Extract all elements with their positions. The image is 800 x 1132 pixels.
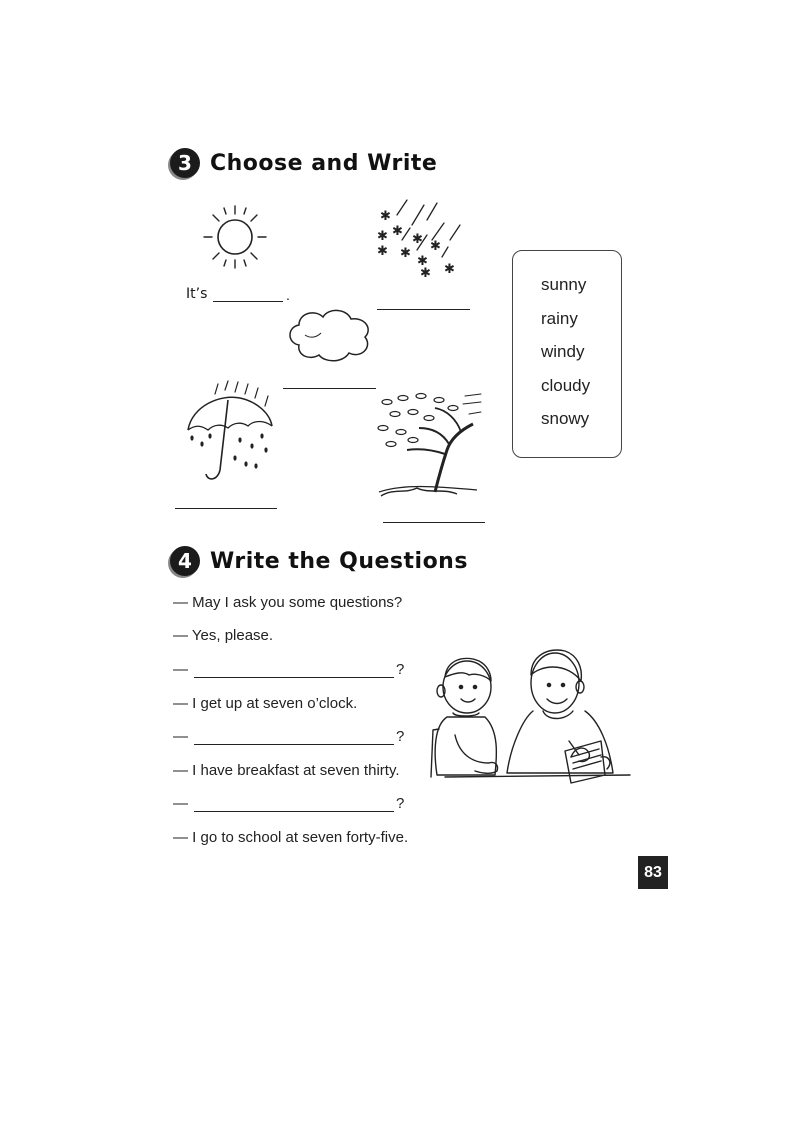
section-number-badge: 4 xyxy=(170,546,200,576)
word-bank-item: windy xyxy=(541,342,585,361)
dialogue-line: — Yes, please. xyxy=(173,627,274,644)
svg-text:✱: ✱ xyxy=(420,266,431,281)
example-prefix: It’s xyxy=(186,286,208,302)
snow-icon xyxy=(372,195,472,280)
answer-blank-rainy[interactable] xyxy=(175,508,277,509)
answer-blank-sunny[interactable] xyxy=(213,301,283,302)
question-blank-row xyxy=(173,661,404,678)
svg-text:✱: ✱ xyxy=(430,239,441,254)
answer-blank-windy[interactable] xyxy=(383,522,485,523)
dialogue-line: — I have breakfast at seven thirty. xyxy=(173,762,400,779)
svg-text:✱: ✱ xyxy=(400,246,411,261)
cloud-icon xyxy=(285,305,375,365)
svg-text:✱: ✱ xyxy=(377,244,388,259)
question-answer-blank[interactable] xyxy=(194,730,394,745)
svg-text:✱: ✱ xyxy=(380,209,391,224)
svg-text:✱: ✱ xyxy=(392,224,403,239)
question-mark: ? xyxy=(396,795,405,812)
word-bank-item: snowy xyxy=(541,409,590,428)
dash: — xyxy=(173,728,188,745)
svg-text:✱: ✱ xyxy=(377,229,388,244)
umbrella-rain-icon xyxy=(180,378,275,488)
dash: — xyxy=(173,795,188,812)
answer-blank-snowy[interactable] xyxy=(377,309,470,310)
dash: — xyxy=(173,661,188,678)
svg-text:✱: ✱ xyxy=(417,254,428,269)
word-bank-item: rainy xyxy=(541,309,578,328)
svg-text:✱: ✱ xyxy=(412,232,423,247)
section-4-heading xyxy=(170,546,468,576)
question-blank-row xyxy=(173,795,404,812)
page-number: 83 xyxy=(638,856,668,889)
dialogue-line: — May I ask you some questions? xyxy=(173,594,403,611)
section-title: Write the Questions xyxy=(210,548,468,574)
windy-tree-icon xyxy=(373,388,483,500)
word-bank-item: cloudy xyxy=(541,376,591,395)
question-answer-blank[interactable] xyxy=(194,663,394,678)
section-3-heading xyxy=(170,148,437,178)
dialogue-line: — I go to school at seven forty-five. xyxy=(173,829,409,846)
word-bank xyxy=(512,250,622,458)
section-number-badge: 3 xyxy=(170,148,200,178)
question-answer-blank[interactable] xyxy=(194,797,394,812)
boy-and-man-interview-illustration xyxy=(425,645,635,790)
question-blank-row xyxy=(173,728,404,745)
sun-icon xyxy=(195,200,275,275)
question-mark: ? xyxy=(396,728,405,745)
question-mark: ? xyxy=(396,661,405,678)
svg-text:✱: ✱ xyxy=(444,262,455,277)
example-period: . xyxy=(286,287,290,303)
word-bank-item: sunny xyxy=(541,275,587,294)
dialogue-line: — I get up at seven o’clock. xyxy=(173,695,358,712)
answer-blank-cloudy[interactable] xyxy=(283,388,376,389)
section-title: Choose and Write xyxy=(210,150,438,176)
